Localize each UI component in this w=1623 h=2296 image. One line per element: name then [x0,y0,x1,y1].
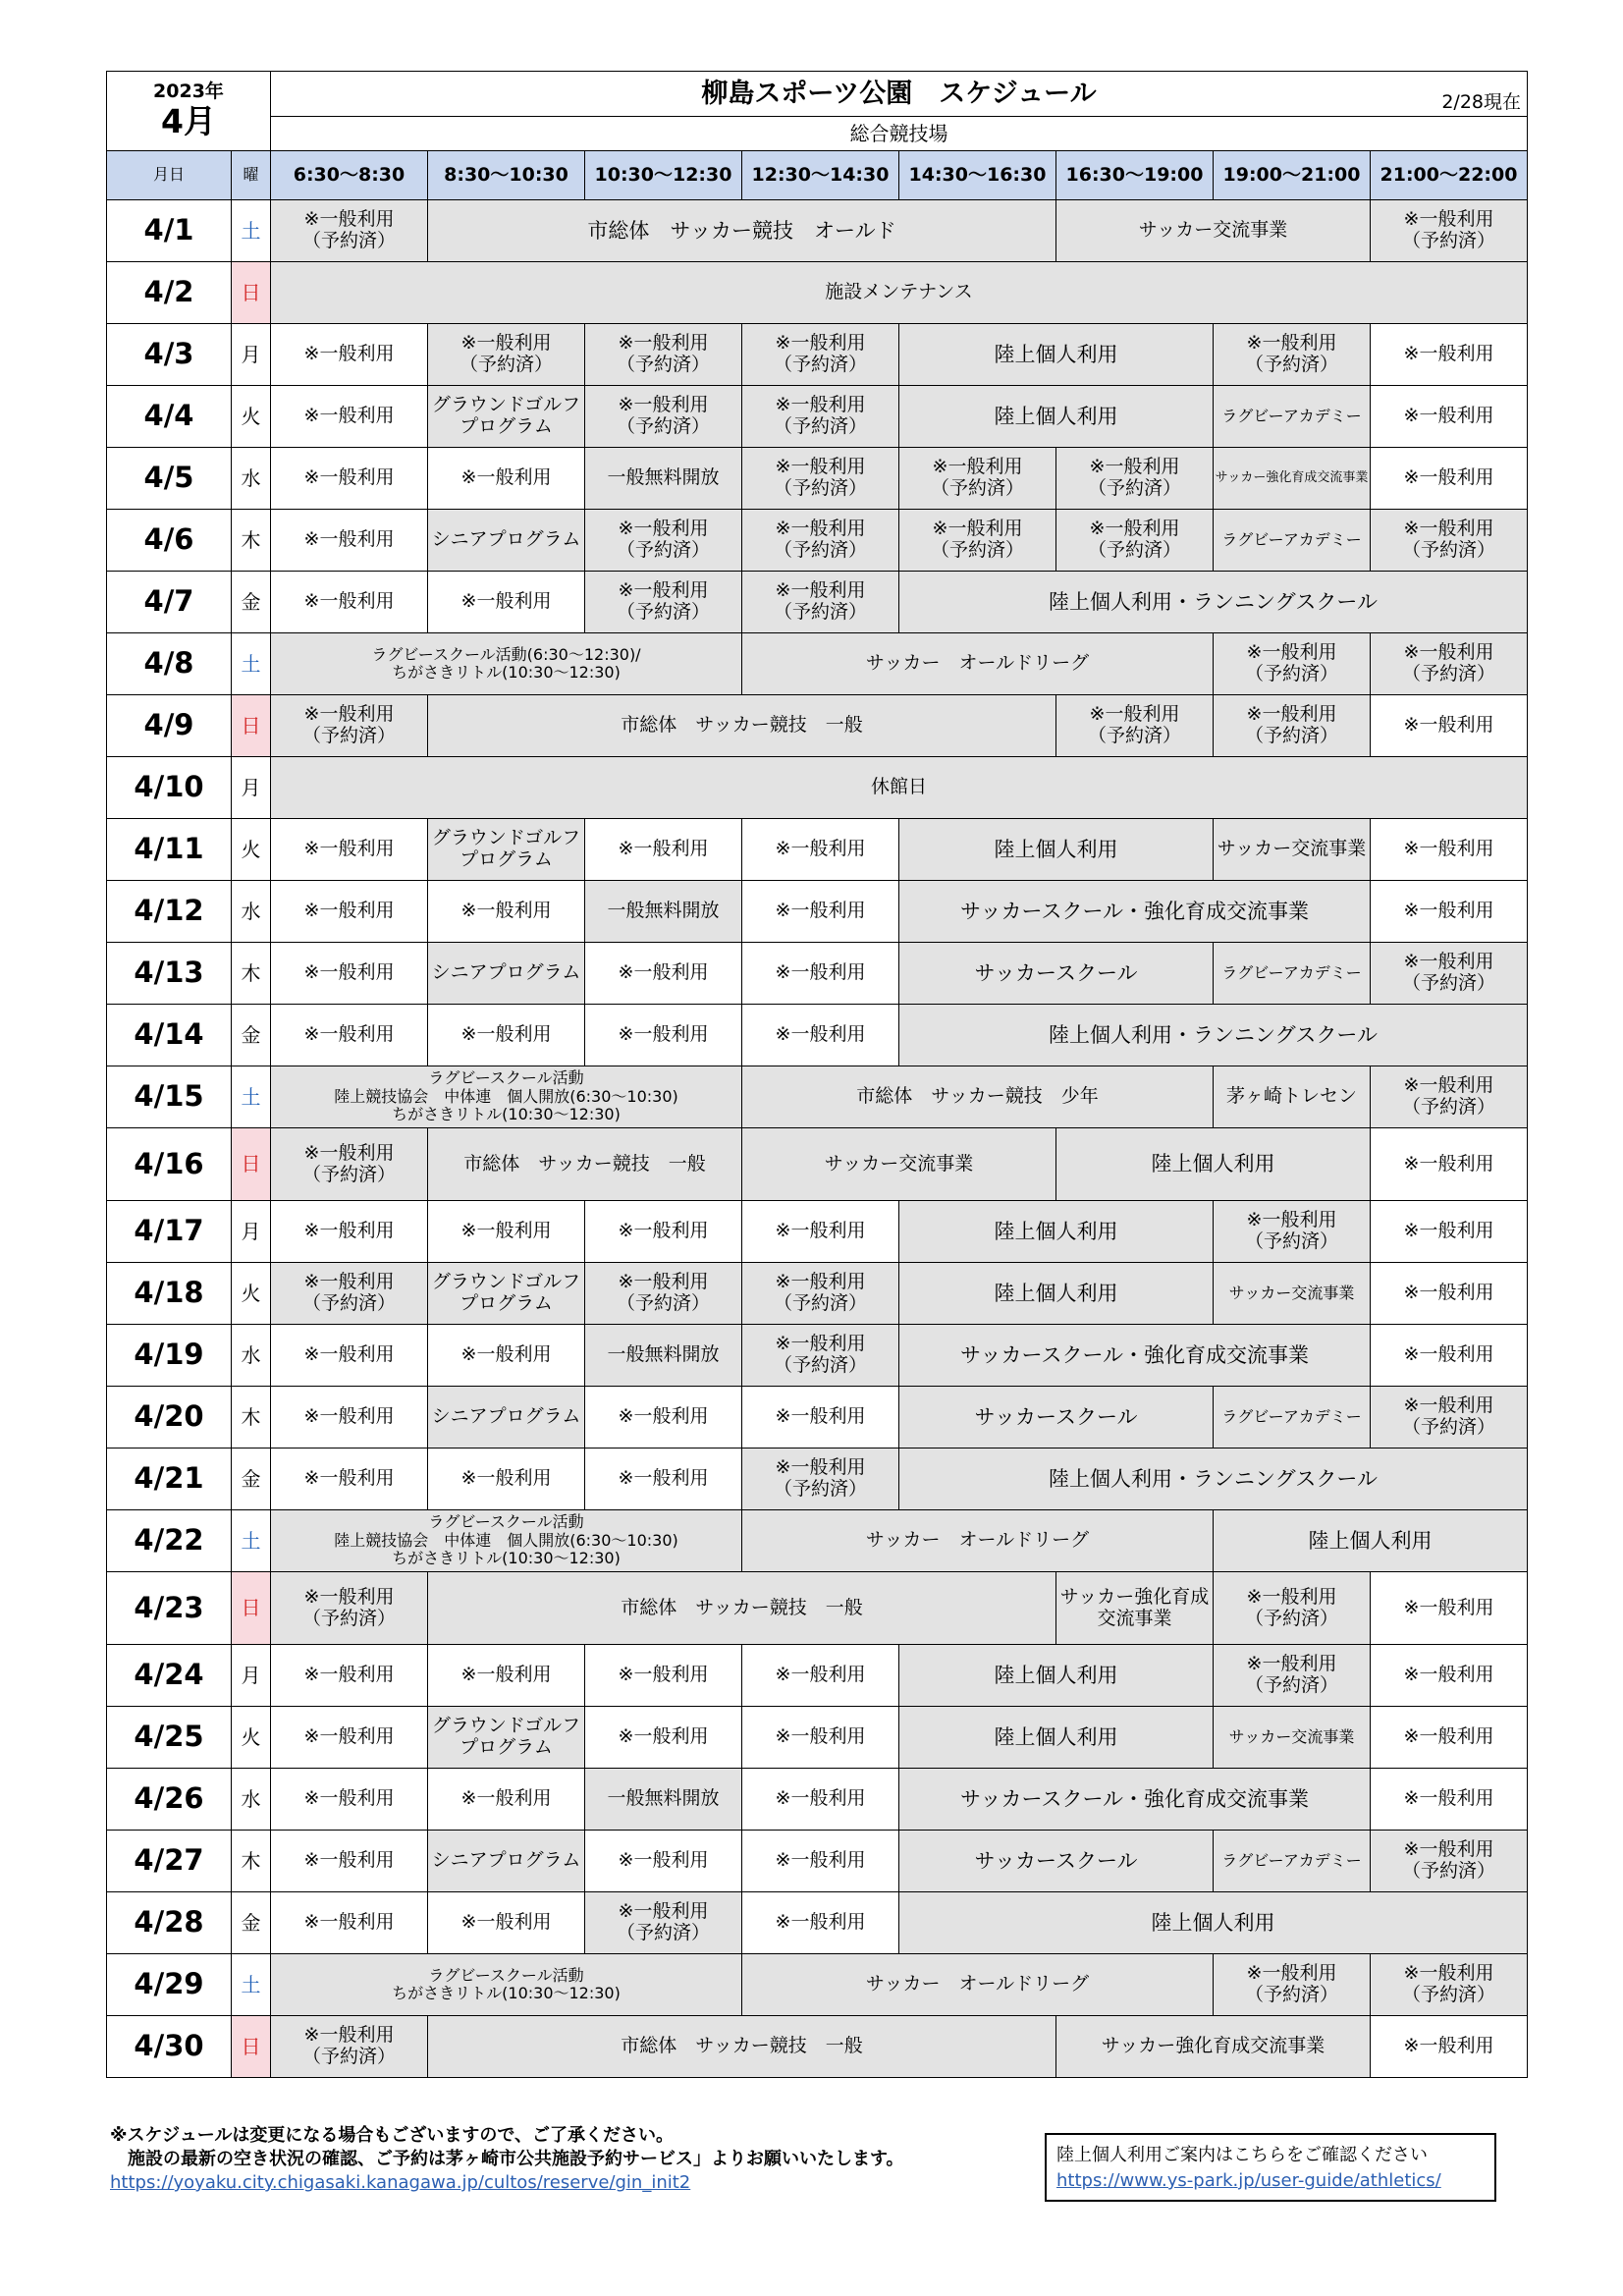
schedule-cell: ※一般利用 （予約済） [584,1891,742,1954]
weekday-cell: 日 [231,1571,271,1645]
weekday-cell: 火 [231,818,271,881]
schedule-cell: サッカースクール・強化育成交流事業 [898,1768,1371,1831]
schedule-cell: 陸上個人利用 [898,1644,1214,1707]
weekday-cell: 火 [231,385,271,448]
schedule-cell: ※一般利用 （予約済） [741,385,899,448]
schedule-cell: ※一般利用 （予約済） [1055,447,1214,510]
schedule-cell: シニアプログラム [427,509,585,572]
date-cell: 4/12 [106,880,232,943]
schedule-cell: ※一般利用 [584,1004,742,1066]
date-cell: 4/13 [106,942,232,1005]
schedule-cell: グラウンドゴルフ プログラム [427,1262,585,1325]
schedule-cell: ※一般利用 （予約済） [270,1262,428,1325]
page-title: 柳島スポーツ公園 スケジュール [701,78,1097,109]
weekday-cell: 月 [231,1200,271,1263]
schedule-cell: シニアプログラム [427,1386,585,1449]
schedule-cell: サッカー交流事業 [1213,1262,1371,1325]
schedule-cell: サッカー オールドリーグ [741,632,1214,695]
schedule-cell: 市総体 サッカー競技 オールド [427,199,1056,262]
schedule-cell: ※一般利用 （予約済） [270,1127,428,1201]
weekday-cell: 木 [231,1386,271,1449]
column-header-slot: 12:30〜14:30 [741,150,899,200]
schedule-cell: ※一般利用 [1370,323,1528,386]
schedule-cell: ※一般利用 [1370,385,1528,448]
schedule-cell: ※一般利用 [270,880,428,943]
schedule-cell: ※一般利用 [427,447,585,510]
schedule-cell: ※一般利用 （予約済） [584,385,742,448]
schedule-cell: 市総体 サッカー競技 一般 [427,694,1056,757]
schedule-cell: ※一般利用 （予約済） [898,447,1056,510]
schedule-cell: ※一般利用 （予約済） [1370,1066,1528,1128]
schedule-cell: ※一般利用 [1370,1571,1528,1645]
schedule-cell: 一般無料開放 [584,1324,742,1387]
schedule-cell: 陸上個人利用 [898,1262,1214,1325]
schedule-cell: シニアプログラム [427,942,585,1005]
facility-label: 総合競技場 [270,116,1528,151]
schedule-cell: 施設メンテナンス [270,261,1528,324]
schedule-cell: ※一般利用 （予約済） [1213,632,1371,695]
schedule-cell: ※一般利用 [741,1200,899,1263]
date-cell: 4/26 [106,1768,232,1831]
date-cell: 4/18 [106,1262,232,1325]
schedule-cell: ※一般利用 （予約済） [1370,199,1528,262]
schedule-cell: ※一般利用 （予約済） [270,2015,428,2078]
schedule-cell: 陸上個人利用・ランニングスクール [898,1448,1528,1510]
schedule-cell: サッカー強化育成交流事業 [1213,447,1371,510]
date-cell: 4/10 [106,756,232,819]
schedule-cell: ※一般利用 （予約済） [584,571,742,633]
schedule-cell: サッカー オールドリーグ [741,1509,1214,1572]
schedule-cell: サッカースクール・強化育成交流事業 [898,880,1371,943]
schedule-cell: サッカースクール・強化育成交流事業 [898,1324,1371,1387]
column-header-slot: 16:30〜19:00 [1055,150,1214,200]
schedule-cell: ※一般利用 [584,1830,742,1892]
schedule-cell: ※一般利用 [270,818,428,881]
weekday-cell: 土 [231,1066,271,1128]
schedule-cell: 陸上個人利用 [898,818,1214,881]
schedule-cell: ※一般利用 [270,509,428,572]
schedule-cell: ※一般利用 [427,1004,585,1066]
schedule-cell: ※一般利用 [427,880,585,943]
date-cell: 4/11 [106,818,232,881]
column-header-slot: 10:30〜12:30 [584,150,742,200]
schedule-cell: ラグビースクール活動(6:30〜12:30)/ ちがさきリトル(10:30〜12:30) [270,632,742,695]
year-label: 2023年 [153,81,224,103]
weekday-cell: 金 [231,1004,271,1066]
schedule-cell: ※一般利用 [741,1644,899,1707]
schedule-cell: サッカー強化育成交流事業 [1055,2015,1371,2078]
weekday-cell: 木 [231,1830,271,1892]
date-cell: 4/2 [106,261,232,324]
schedule-cell: ※一般利用 （予約済） [1213,1953,1371,2016]
schedule-cell: ※一般利用 （予約済） [427,323,585,386]
schedule-cell: ※一般利用 [584,818,742,881]
schedule-cell: サッカースクール [898,942,1214,1005]
schedule-cell: ※一般利用 （予約済） [1370,1386,1528,1449]
weekday-cell: 日 [231,1127,271,1201]
schedule-cell: ※一般利用 [427,1768,585,1831]
schedule-cell: ※一般利用 [270,1004,428,1066]
date-cell: 4/29 [106,1953,232,2016]
schedule-cell: ※一般利用 （予約済） [584,509,742,572]
schedule-cell: ※一般利用 [1370,1706,1528,1769]
schedule-cell: ※一般利用 [741,1004,899,1066]
column-header-slot: 19:00〜21:00 [1213,150,1371,200]
schedule-cell: 陸上個人利用 [898,1706,1214,1769]
weekday-cell: 水 [231,1324,271,1387]
schedule-cell: グラウンドゴルフ プログラム [427,1706,585,1769]
schedule-cell: ※一般利用 （予約済） [270,1571,428,1645]
schedule-cell: ラグビーアカデミー [1213,942,1371,1005]
schedule-cell: 市総体 サッカー競技 一般 [427,1571,1056,1645]
schedule-cell: 陸上個人利用 [898,323,1214,386]
schedule-cell: サッカースクール [898,1386,1214,1449]
weekday-cell: 木 [231,942,271,1005]
year-month-box [106,71,271,151]
schedule-cell: ※一般利用 [270,1706,428,1769]
schedule-cell: ※一般利用 （予約済） [741,509,899,572]
date-cell: 4/28 [106,1891,232,1954]
schedule-cell: ラグビーアカデミー [1213,385,1371,448]
date-cell: 4/16 [106,1127,232,1201]
weekday-cell: 火 [231,1706,271,1769]
as-of-date: 2/28現在 [1441,91,1521,114]
date-cell: 4/24 [106,1644,232,1707]
weekday-cell: 月 [231,1644,271,1707]
schedule-cell: ※一般利用 [270,1768,428,1831]
schedule-cell: ※一般利用 （予約済） [741,571,899,633]
weekday-cell: 土 [231,1953,271,2016]
schedule-cell: ※一般利用 [427,1644,585,1707]
schedule-cell: 一般無料開放 [584,447,742,510]
date-cell: 4/25 [106,1706,232,1769]
schedule-cell: 休館日 [270,756,1528,819]
schedule-cell: 市総体 サッカー競技 一般 [427,1127,742,1201]
schedule-cell: サッカー交流事業 [741,1127,1056,1201]
schedule-cell: ※一般利用 [270,1448,428,1510]
schedule-cell: ※一般利用 （予約済） [898,509,1056,572]
weekday-cell: 金 [231,571,271,633]
schedule-cell: ※一般利用 [1370,1262,1528,1325]
schedule-cell: ※一般利用 （予約済） [584,323,742,386]
schedule-cell: ※一般利用 [584,1644,742,1707]
schedule-cell: ※一般利用 （予約済） [1213,1644,1371,1707]
schedule-cell: ※一般利用 （予約済） [1370,509,1528,572]
schedule-cell: ※一般利用 （予約済） [1213,323,1371,386]
date-cell: 4/14 [106,1004,232,1066]
schedule-cell: ※一般利用 [741,942,899,1005]
date-cell: 4/1 [106,199,232,262]
schedule-cell: 市総体 サッカー競技 少年 [741,1066,1214,1128]
schedule-cell: 一般無料開放 [584,880,742,943]
weekday-cell: 土 [231,632,271,695]
schedule-cell: ※一般利用 [270,571,428,633]
schedule-cell: 陸上個人利用 [1055,1127,1371,1201]
column-header-weekday: 曜 [231,150,271,200]
date-cell: 4/17 [106,1200,232,1263]
column-header-slot: 8:30〜10:30 [427,150,585,200]
schedule-cell: ※一般利用 （予約済） [1213,694,1371,757]
schedule-cell: ※一般利用 [427,1200,585,1263]
schedule-cell: ※一般利用 [270,1200,428,1263]
weekday-cell: 金 [231,1448,271,1510]
schedule-cell: グラウンドゴルフ プログラム [427,385,585,448]
schedule-cell: ※一般利用 [1370,694,1528,757]
schedule-cell: ※一般利用 （予約済） [741,1324,899,1387]
footer-note-2: 施設の最新の空き状況の確認、ご予約は茅ヶ崎市公共施設予約サービス」よりお願いいたします。 [110,2149,904,2169]
schedule-cell: ※一般利用 （予約済） [1055,509,1214,572]
schedule-cell: ※一般利用 [1370,1127,1528,1201]
schedule-cell: 陸上個人利用・ランニングスクール [898,1004,1528,1066]
schedule-cell: ※一般利用 （予約済） [1370,942,1528,1005]
column-header-slot: 21:00〜22:00 [1370,150,1528,200]
schedule-cell: ※一般利用 （予約済） [270,694,428,757]
date-cell: 4/20 [106,1386,232,1449]
athletics-info-link[interactable]: https://www.ys-park.jp/user-guide/athletics/ [1056,2170,1441,2191]
schedule-cell: ※一般利用 [1370,1200,1528,1263]
schedule-cell: ラグビースクール活動 陸上競技協会 中体連 個人開放(6:30〜10:30) ちがさきリトル(10:30〜12:30) [270,1066,742,1128]
date-cell: 4/3 [106,323,232,386]
schedule-cell: ※一般利用 [741,1891,899,1954]
schedule-cell: ※一般利用 [1370,880,1528,943]
date-cell: 4/9 [106,694,232,757]
schedule-cell: ※一般利用 （予約済） [1370,632,1528,695]
weekday-cell: 土 [231,1509,271,1572]
schedule-cell: サッカースクール [898,1830,1214,1892]
column-header-date: 月日 [106,150,232,200]
date-cell: 4/7 [106,571,232,633]
schedule-cell: ※一般利用 [270,1386,428,1449]
date-cell: 4/21 [106,1448,232,1510]
title-bar [270,71,1528,117]
schedule-cell: サッカー交流事業 [1055,199,1371,262]
date-cell: 4/27 [106,1830,232,1892]
schedule-cell: ※一般利用 [427,1324,585,1387]
weekday-cell: 月 [231,323,271,386]
schedule-cell: ※一般利用 （予約済） [1370,1953,1528,2016]
schedule-cell: ※一般利用 [270,1830,428,1892]
schedule-cell: ※一般利用 [741,880,899,943]
schedule-cell: ※一般利用 （予約済） [1370,1830,1528,1892]
schedule-cell: 陸上個人利用・ランニングスクール [898,571,1528,633]
schedule-cell: 茅ヶ崎トレセン [1213,1066,1371,1128]
schedule-cell: ※一般利用 （予約済） [1213,1200,1371,1263]
weekday-cell: 水 [231,1768,271,1831]
schedule-cell: ※一般利用 [584,942,742,1005]
date-cell: 4/6 [106,509,232,572]
date-cell: 4/22 [106,1509,232,1572]
schedule-cell: 陸上個人利用 [1213,1509,1528,1572]
schedule-cell: ラグビーアカデミー [1213,1386,1371,1449]
schedule-cell: 陸上個人利用 [898,385,1214,448]
schedule-cell: ※一般利用 [270,1324,428,1387]
schedule-cell: サッカー交流事業 [1213,818,1371,881]
schedule-cell: ラグビースクール活動 ちがさきリトル(10:30〜12:30) [270,1953,742,2016]
schedule-cell: ※一般利用 [1370,1644,1528,1707]
schedule-cell: ※一般利用 [427,571,585,633]
schedule-cell: ※一般利用 [270,385,428,448]
schedule-cell: ※一般利用 [427,1448,585,1510]
month-label: 4月 [161,101,216,140]
schedule-cell: ※一般利用 [270,447,428,510]
schedule-cell: グラウンドゴルフ プログラム [427,818,585,881]
weekday-cell: 土 [231,199,271,262]
date-cell: 4/8 [106,632,232,695]
date-cell: 4/23 [106,1571,232,1645]
date-cell: 4/5 [106,447,232,510]
schedule-cell: ※一般利用 （予約済） [584,1262,742,1325]
date-cell: 4/19 [106,1324,232,1387]
schedule-cell: シニアプログラム [427,1830,585,1892]
schedule-cell: ※一般利用 [427,1891,585,1954]
schedule-cell: ラグビーアカデミー [1213,1830,1371,1892]
schedule-cell: ※一般利用 （予約済） [741,1448,899,1510]
schedule-cell: ※一般利用 （予約済） [741,323,899,386]
date-cell: 4/30 [106,2015,232,2078]
schedule-cell: ※一般利用 [741,1706,899,1769]
weekday-cell: 月 [231,756,271,819]
schedule-cell: サッカー強化育成 交流事業 [1055,1571,1214,1645]
schedule-cell: ※一般利用 [584,1200,742,1263]
schedule-cell: ※一般利用 [1370,2015,1528,2078]
schedule-cell: ※一般利用 （予約済） [1213,1571,1371,1645]
schedule-cell: ※一般利用 [1370,447,1528,510]
athletics-info-text: 陸上個人利用ご案内はこちらをご確認ください [1056,2145,1428,2165]
schedule-cell: サッカー交流事業 [1213,1706,1371,1769]
date-cell: 4/15 [106,1066,232,1128]
schedule-cell: ※一般利用 [741,1768,899,1831]
column-header-slot: 14:30〜16:30 [898,150,1056,200]
weekday-cell: 金 [231,1891,271,1954]
schedule-cell: ※一般利用 [270,1891,428,1954]
weekday-cell: 日 [231,2015,271,2078]
schedule-cell: ※一般利用 [270,323,428,386]
weekday-cell: 木 [231,509,271,572]
schedule-cell: ※一般利用 [741,1386,899,1449]
schedule-cell: ※一般利用 （予約済） [741,1262,899,1325]
footer-note-1: ※スケジュールは変更になる場合もございますので、ご了承ください。 [110,2125,675,2146]
schedule-cell: ※一般利用 （予約済） [741,447,899,510]
schedule-cell: ※一般利用 [584,1386,742,1449]
schedule-cell: 一般無料開放 [584,1768,742,1831]
schedule-cell: ※一般利用 [1370,1768,1528,1831]
schedule-cell: ラグビーアカデミー [1213,509,1371,572]
weekday-cell: 水 [231,880,271,943]
weekday-cell: 日 [231,694,271,757]
schedule-cell: ラグビースクール活動 陸上競技協会 中体連 個人開放(6:30〜10:30) ちがさきリトル(10:30〜12:30) [270,1509,742,1572]
schedule-cell: ※一般利用 [270,942,428,1005]
schedule-cell: ※一般利用 [1370,818,1528,881]
schedule-cell: ※一般利用 [1370,1324,1528,1387]
schedule-cell: ※一般利用 （予約済） [1055,694,1214,757]
schedule-cell: ※一般利用 [741,818,899,881]
column-header-slot: 6:30〜8:30 [270,150,428,200]
schedule-cell: ※一般利用 （予約済） [270,199,428,262]
schedule-cell: 市総体 サッカー競技 一般 [427,2015,1056,2078]
schedule-cell: ※一般利用 [584,1448,742,1510]
weekday-cell: 水 [231,447,271,510]
schedule-cell: ※一般利用 [584,1706,742,1769]
reservation-link[interactable]: https://yoyaku.city.chigasaki.kanagawa.jp/cultos/reserve/gin_init2 [110,2172,691,2193]
athletics-info-box [1045,2133,1496,2202]
weekday-cell: 日 [231,261,271,324]
schedule-cell: ※一般利用 [270,1644,428,1707]
date-cell: 4/4 [106,385,232,448]
schedule-cell: サッカー オールドリーグ [741,1953,1214,2016]
schedule-cell: 陸上個人利用 [898,1200,1214,1263]
weekday-cell: 火 [231,1262,271,1325]
schedule-cell: ※一般利用 [741,1830,899,1892]
schedule-cell: 陸上個人利用 [898,1891,1528,1954]
